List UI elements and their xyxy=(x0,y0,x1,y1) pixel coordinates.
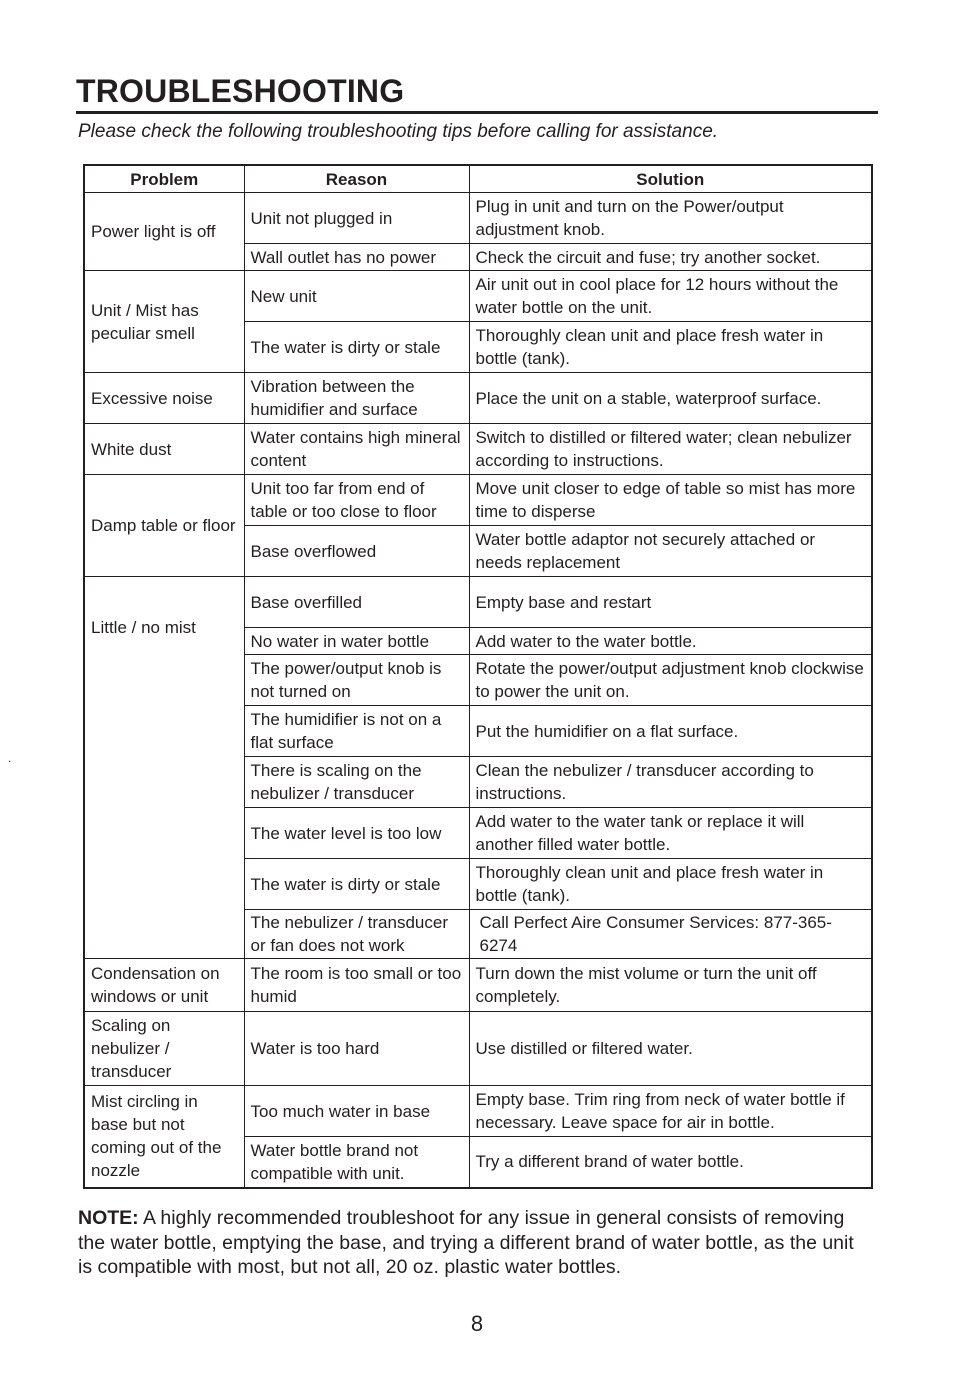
troubleshooting-table xyxy=(83,164,873,1189)
solution-cell: Empty base and restart xyxy=(469,577,872,628)
reason-cell: The power/output knob is not turned on xyxy=(244,655,469,706)
reason-cell: The water level is too low xyxy=(244,808,469,859)
solution-cell: Plug in unit and turn on the Power/output adjustment knob. xyxy=(469,193,872,244)
reason-cell: The water is dirty or stale xyxy=(244,322,469,373)
header-reason: Reason xyxy=(244,165,469,193)
solution-cell: Rotate the power/output adjustment knob clockwise to power the unit on. xyxy=(469,655,872,706)
page-subtitle: Please check the following troubleshooting tips before calling for assistance. xyxy=(78,121,719,142)
problem-cell: Little / no mist xyxy=(84,577,244,959)
solution-cell: Call Perfect Aire Consumer Services: 877-365-6274 xyxy=(469,910,872,959)
stray-mark: . xyxy=(8,751,12,765)
reason-cell: There is scaling on the nebulizer / transducer xyxy=(244,757,469,808)
problem-cell: Mist circling in base but not coming out of the nozzle xyxy=(84,1086,244,1188)
page-title: TROUBLESHOOTING xyxy=(76,73,405,109)
table-header-row xyxy=(84,165,872,193)
solution-cell: Move unit closer to edge of table so mist has more time to disperse xyxy=(469,475,872,526)
reason-cell: Water bottle brand not compatible with unit. xyxy=(244,1137,469,1188)
reason-cell: Unit too far from end of table or too close to floor xyxy=(244,475,469,526)
reason-cell: The nebulizer / transducer or fan does not work xyxy=(244,910,469,959)
solution-cell: Add water to the water tank or replace it will another filled water bottle. xyxy=(469,808,872,859)
reason-cell: Base overflowed xyxy=(244,526,469,577)
table-row xyxy=(84,271,872,322)
solution-cell: Add water to the water bottle. xyxy=(469,628,872,655)
table-row xyxy=(84,1012,872,1086)
reason-cell: Unit not plugged in xyxy=(244,193,469,244)
table-row xyxy=(84,193,872,244)
reason-cell: Too much water in base xyxy=(244,1086,469,1137)
problem-cell: Condensation on windows or unit xyxy=(84,959,244,1012)
note-label: NOTE: xyxy=(78,1207,139,1229)
table-row xyxy=(84,424,872,475)
solution-cell: Use distilled or filtered water. xyxy=(469,1012,872,1086)
reason-cell: Water is too hard xyxy=(244,1012,469,1086)
reason-cell: Base overfilled xyxy=(244,577,469,628)
title-underline xyxy=(76,111,878,114)
problem-cell: Damp table or floor xyxy=(84,475,244,577)
solution-cell: Water bottle adaptor not securely attached or needs replacement xyxy=(469,526,872,577)
solution-cell: Put the humidifier on a flat surface. xyxy=(469,706,872,757)
header-solution: Solution xyxy=(469,165,872,193)
table-row xyxy=(84,959,872,1012)
problem-cell: Unit / Mist has peculiar smell xyxy=(84,271,244,373)
note-paragraph xyxy=(78,1206,868,1280)
solution-cell: Thoroughly clean unit and place fresh water in bottle (tank). xyxy=(469,859,872,910)
solution-cell: Check the circuit and fuse; try another socket. xyxy=(469,244,872,271)
problem-cell: Power light is off xyxy=(84,193,244,271)
page-number: 8 xyxy=(470,1311,484,1336)
reason-cell: No water in water bottle xyxy=(244,628,469,655)
solution-cell: Thoroughly clean unit and place fresh water in bottle (tank). xyxy=(469,322,872,373)
reason-cell: Vibration between the humidifier and surface xyxy=(244,373,469,424)
problem-cell: White dust xyxy=(84,424,244,475)
table-row xyxy=(84,373,872,424)
solution-cell: Turn down the mist volume or turn the unit off completely. xyxy=(469,959,872,1012)
table-row xyxy=(84,475,872,526)
table-row xyxy=(84,577,872,628)
note-text: A highly recommended troubleshoot for any issue in general consists of removing the water bottle, emptying the base, and trying a different brand of water bottle, as the unit is compatible with most, but not all, 20 oz. plastic water bottles. xyxy=(78,1207,854,1278)
header-problem: Problem xyxy=(84,165,244,193)
solution-cell: Try a different brand of water bottle. xyxy=(469,1137,872,1188)
reason-cell: Wall outlet has no power xyxy=(244,244,469,271)
table-row xyxy=(84,1086,872,1137)
solution-cell: Empty base. Trim ring from neck of water bottle if necessary. Leave space for air in bottle. xyxy=(469,1086,872,1137)
reason-cell: The room is too small or too humid xyxy=(244,959,469,1012)
reason-cell: New unit xyxy=(244,271,469,322)
reason-cell: Water contains high mineral content xyxy=(244,424,469,475)
reason-cell: The humidifier is not on a flat surface xyxy=(244,706,469,757)
problem-cell: Scaling on nebulizer / transducer xyxy=(84,1012,244,1086)
solution-cell: Clean the nebulizer / transducer according to instructions. xyxy=(469,757,872,808)
problem-cell: Excessive noise xyxy=(84,373,244,424)
solution-cell: Switch to distilled or filtered water; clean nebulizer according to instructions. xyxy=(469,424,872,475)
reason-cell: The water is dirty or stale xyxy=(244,859,469,910)
solution-cell: Place the unit on a stable, waterproof surface. xyxy=(469,373,872,424)
solution-cell: Air unit out in cool place for 12 hours without the water bottle on the unit. xyxy=(469,271,872,322)
